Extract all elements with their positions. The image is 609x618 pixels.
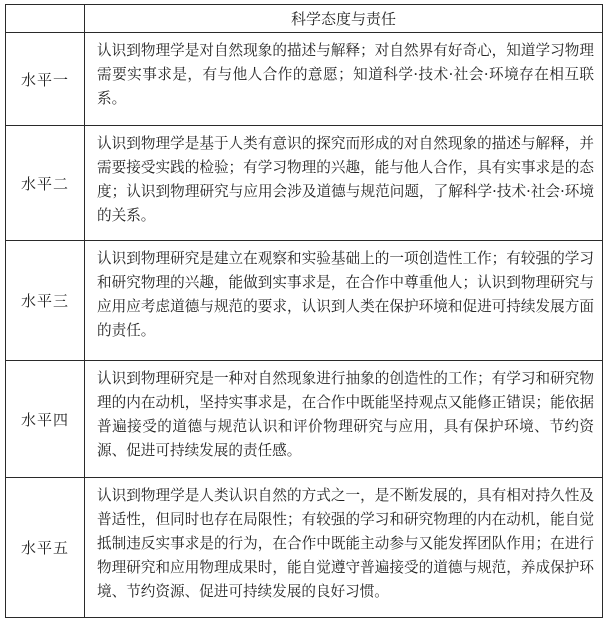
level-description: 认识到物理学是人类认识自然的方式之一，是不断发展的，具有相对持久性及普适性，但同时也存在局限性；有较强的学习和研究物理的内在动机，能自觉抵制违反实事求是的行为，在合作中既能主动参与又能发挥团队作用；在进行物理研究和应用物理成果时，能自觉遵守普遍接受的道德与规范，养成保护环境、节约资源、促进可持续发展的良好习惯。 <box>85 478 603 618</box>
header-level-column <box>6 5 85 33</box>
table-row-level-1 <box>6 33 603 126</box>
level-label: 水平三 <box>6 241 85 361</box>
header-title: 科学态度与责任 <box>85 5 603 33</box>
table-row-level-3 <box>6 241 603 361</box>
level-label: 水平四 <box>6 361 85 478</box>
table-header-row <box>6 5 603 33</box>
level-description: 认识到物理学是对自然现象的描述与解释；对自然界有好奇心，知道学习物理需要实事求是，有与他人合作的意愿；知道科学·技术·社会·环境存在相互联系。 <box>85 33 603 126</box>
level-label: 水平五 <box>6 478 85 618</box>
table-row-level-2 <box>6 126 603 241</box>
level-label: 水平一 <box>6 33 85 126</box>
level-description: 认识到物理学是基于人类有意识的探究而形成的对自然现象的描述与解释，并需要接受实践的检验；有学习物理的兴趣，能与他人合作，具有实事求是的态度；认识到物理研究与应用会涉及道德与规范问题，了解科学·技术·社会·环境的关系。 <box>85 126 603 241</box>
level-description: 认识到物理研究是建立在观察和实验基础上的一项创造性工作；有较强的学习和研究物理的兴趣，能做到实事求是，在合作中尊重他人；认识到物理研究与应用应考虑道德与规范的要求，认识到人类在保护环境和促进可持续发展方面的责任。 <box>85 241 603 361</box>
level-label: 水平二 <box>6 126 85 241</box>
standards-table <box>5 4 603 618</box>
level-description: 认识到物理研究是一种对自然现象进行抽象的创造性的工作；有学习和研究物理的内在动机，坚持实事求是，在合作中既能坚持观点又能修正错误；能依据普遍接受的道德与规范认识和评价物理研究与应用，具有保护环境、节约资源、促进可持续发展的责任感。 <box>85 361 603 478</box>
table-row-level-4 <box>6 361 603 478</box>
table-row-level-5 <box>6 478 603 618</box>
